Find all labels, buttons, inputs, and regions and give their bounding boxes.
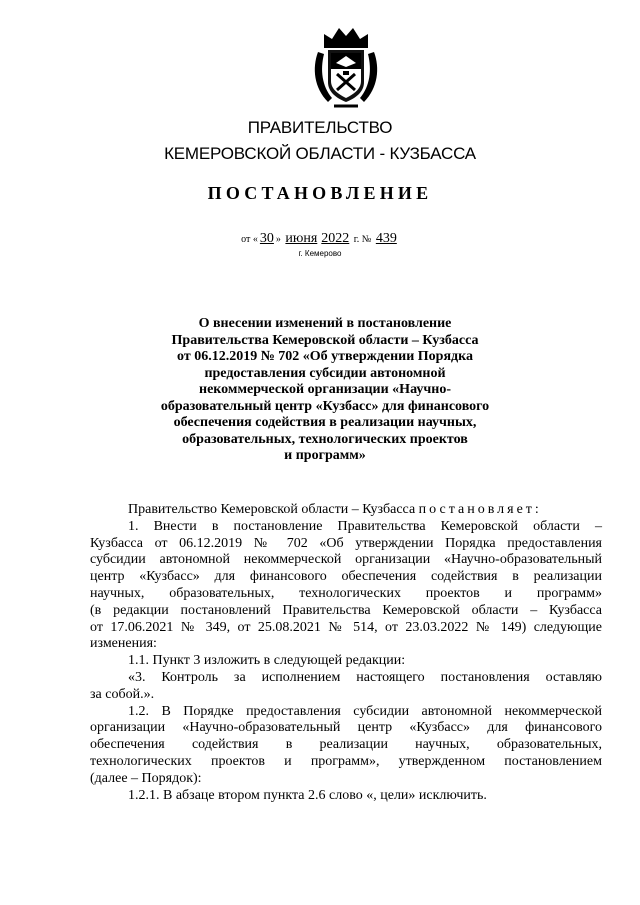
paragraph-1-2-line: технологических проектов и программ», утвержденном постановлением bbox=[90, 753, 602, 769]
paragraph-1-line: научных, образовательных, технологических проектов и программ» bbox=[90, 585, 602, 601]
subject-line: Правительства Кемеровской области – Кузбасса bbox=[171, 332, 479, 348]
subject-heading bbox=[160, 316, 490, 465]
subject-line: образовательный центр «Кузбасс» для финансового bbox=[160, 398, 490, 414]
document-type-heading: ПОСТАНОВЛЕНИЕ bbox=[207, 183, 433, 203]
government-title-line2: КЕМЕРОВСКОЙ ОБЛАСТИ - КУЗБАССА bbox=[164, 144, 476, 163]
intro-text: Правительство Кемеровской области – Кузбасса bbox=[128, 502, 416, 517]
paragraph-1-1-quote-line: за собой.». bbox=[90, 686, 155, 702]
subject-line: обеспечения содействия в реализации научных, bbox=[173, 415, 477, 430]
paragraph-1-1-quote-line: «3. Контроль за исполнением настоящего постановления оставляю bbox=[128, 669, 602, 685]
intro-paragraph bbox=[90, 502, 602, 519]
government-title-line1: ПРАВИТЕЛЬСТВО bbox=[247, 118, 393, 137]
subject-line: О внесении изменений в постановление bbox=[198, 316, 452, 331]
document-number: 439 bbox=[375, 231, 397, 246]
date-quote-close: » bbox=[275, 234, 281, 245]
city-label: г. Кемерово bbox=[298, 249, 342, 258]
date-and-number-line bbox=[0, 231, 640, 247]
paragraph-1-2-1: 1.2.1. В абзаце втором пункта 2.6 слово «, цели» исключить. bbox=[128, 787, 487, 803]
subject-line: образовательных, технологических проектов bbox=[182, 431, 468, 447]
subject-line: и программ» bbox=[284, 448, 366, 463]
number-label: № bbox=[361, 234, 372, 245]
intro-verb: постановляет: bbox=[418, 502, 542, 517]
paragraph-1-line: изменения: bbox=[90, 636, 157, 652]
document-body bbox=[90, 502, 602, 804]
paragraph-1-line: 1. Внести в постановление Правительства Кемеровской области – bbox=[128, 518, 602, 534]
paragraph-1-2-line: обеспечения содействия в реализации научных, образовательных, bbox=[90, 737, 602, 753]
subject-line: предоставления субсидии автономной bbox=[204, 365, 446, 381]
paragraph-1-1: 1.1. Пункт 3 изложить в следующей редакции: bbox=[128, 653, 406, 669]
paragraph-1-2-line: организации «Научно-образовательный центр «Кузбасс» для финансового bbox=[90, 720, 602, 736]
date-month: июня bbox=[285, 231, 318, 246]
paragraph-1-line: от 17.06.2021 № 349, от 25.08.2021 № 514, от 23.03.2022 № 149) следующие bbox=[90, 619, 602, 635]
date-day: 30 bbox=[259, 231, 274, 246]
paragraph-1-line: центр «Кузбасс» для финансового обеспечения содействия в реализации bbox=[90, 569, 602, 585]
date-year: 2022 bbox=[321, 231, 350, 246]
paragraph-1-2-line: (далее – Порядок): bbox=[90, 770, 202, 786]
date-prefix: от « bbox=[241, 234, 258, 245]
paragraph-1-line: (в редакции постановлений Правительства Кемеровской области – Кузбасса bbox=[90, 602, 602, 618]
subject-line: от 06.12.2019 № 702 «Об утверждении Порядка bbox=[177, 349, 473, 364]
paragraph-1-line: субсидии автономной некоммерческой организации «Научно-образовательный bbox=[90, 552, 602, 568]
year-suffix: г. bbox=[353, 234, 360, 245]
paragraph-1-2-line: 1.2. В Порядке предоставления субсидии автономной некоммерческой bbox=[128, 703, 602, 719]
kuzbass-coat-of-arms-icon bbox=[310, 24, 382, 108]
subject-line: некоммерческой организации «Научно- bbox=[199, 382, 451, 397]
paragraph-1-line: Кузбасса от 06.12.2019 № 702 «Об утверждении Порядка предоставления bbox=[90, 535, 602, 551]
